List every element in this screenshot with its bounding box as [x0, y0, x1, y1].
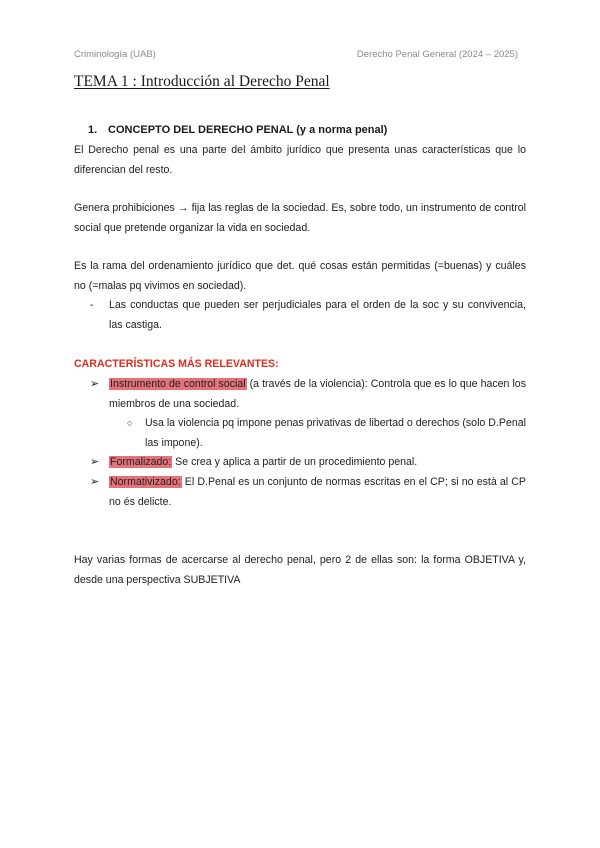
list-item-control-social: [90, 374, 526, 414]
paragraph-prohibitions: Genera prohibiciones → fija las reglas de la sociedad. Es, sobre todo, un instrumento de control social que pretende organizar la vida en sociedad.: [74, 202, 526, 234]
header-subject: Derecho Penal General (2024 – 2025): [356, 49, 518, 60]
paragraph-approaches: Hay varias formas de acercarse al derecho penal, pero 2 de ellas son: la forma OBJETIVA y, desde una perspectiva SUBJETIVA: [74, 554, 526, 586]
list-item-text: Las conductas que pueden ser perjudiciales para el orden de la soc y su convivencia, las castiga.: [109, 299, 526, 331]
highlighted-term: Instrumento de control social: [110, 378, 246, 390]
list-item-text: El D.Penal es un conjunto de normas escritas en el CP; si no està al CP no és delicte.: [109, 476, 526, 508]
list-item-text: (a través de la violencia): Controla que es lo que hacen los miembros de una sociedad.: [109, 378, 526, 410]
header-course: Criminología (UAB): [74, 49, 156, 60]
page-title: TEMA 1 : Introducción al Derecho Penal: [74, 73, 330, 90]
list-item-text: Se crea y aplica a partir de un procedimiento penal.: [172, 456, 418, 468]
list-item-formalizado: [90, 452, 526, 472]
dash-bullet-icon: -: [90, 299, 94, 311]
characteristics-heading: CARACTERÍSTICAS MÁS RELEVANTES:: [74, 358, 279, 370]
list-item-normativizado: [90, 472, 526, 512]
paragraph-branch: Es la rama del ordenamiento jurídico que det. qué cosas están permitidas (=buenas) y cuáles no (=malas pq vivimos en sociedad).: [74, 260, 526, 292]
section-title: CONCEPTO DEL DERECHO PENAL: [108, 124, 294, 136]
list-item-conducts: [90, 295, 526, 335]
paragraph-definition: El Derecho penal es una parte del ámbito jurídico que presenta unas características que lo diferencian del resto.: [74, 144, 526, 176]
highlighted-term: Normativizado:: [110, 476, 181, 488]
circle-bullet-icon: ○: [127, 418, 133, 428]
section-number: 1.: [88, 124, 98, 136]
arrow-bullet-icon: ➢: [90, 378, 100, 390]
section-subtitle: (y a norma penal): [293, 124, 388, 136]
sub-list-item-text: Usa la violencia pq impone penas privativas de libertad o derechos (solo D.Penal las impone).: [145, 417, 526, 449]
highlighted-term: Formalizado:: [110, 456, 172, 468]
section-heading: [88, 124, 387, 136]
sub-list-item-violence: [127, 413, 526, 453]
arrow-bullet-icon: ➢: [90, 476, 100, 488]
arrow-bullet-icon: ➢: [90, 456, 100, 468]
